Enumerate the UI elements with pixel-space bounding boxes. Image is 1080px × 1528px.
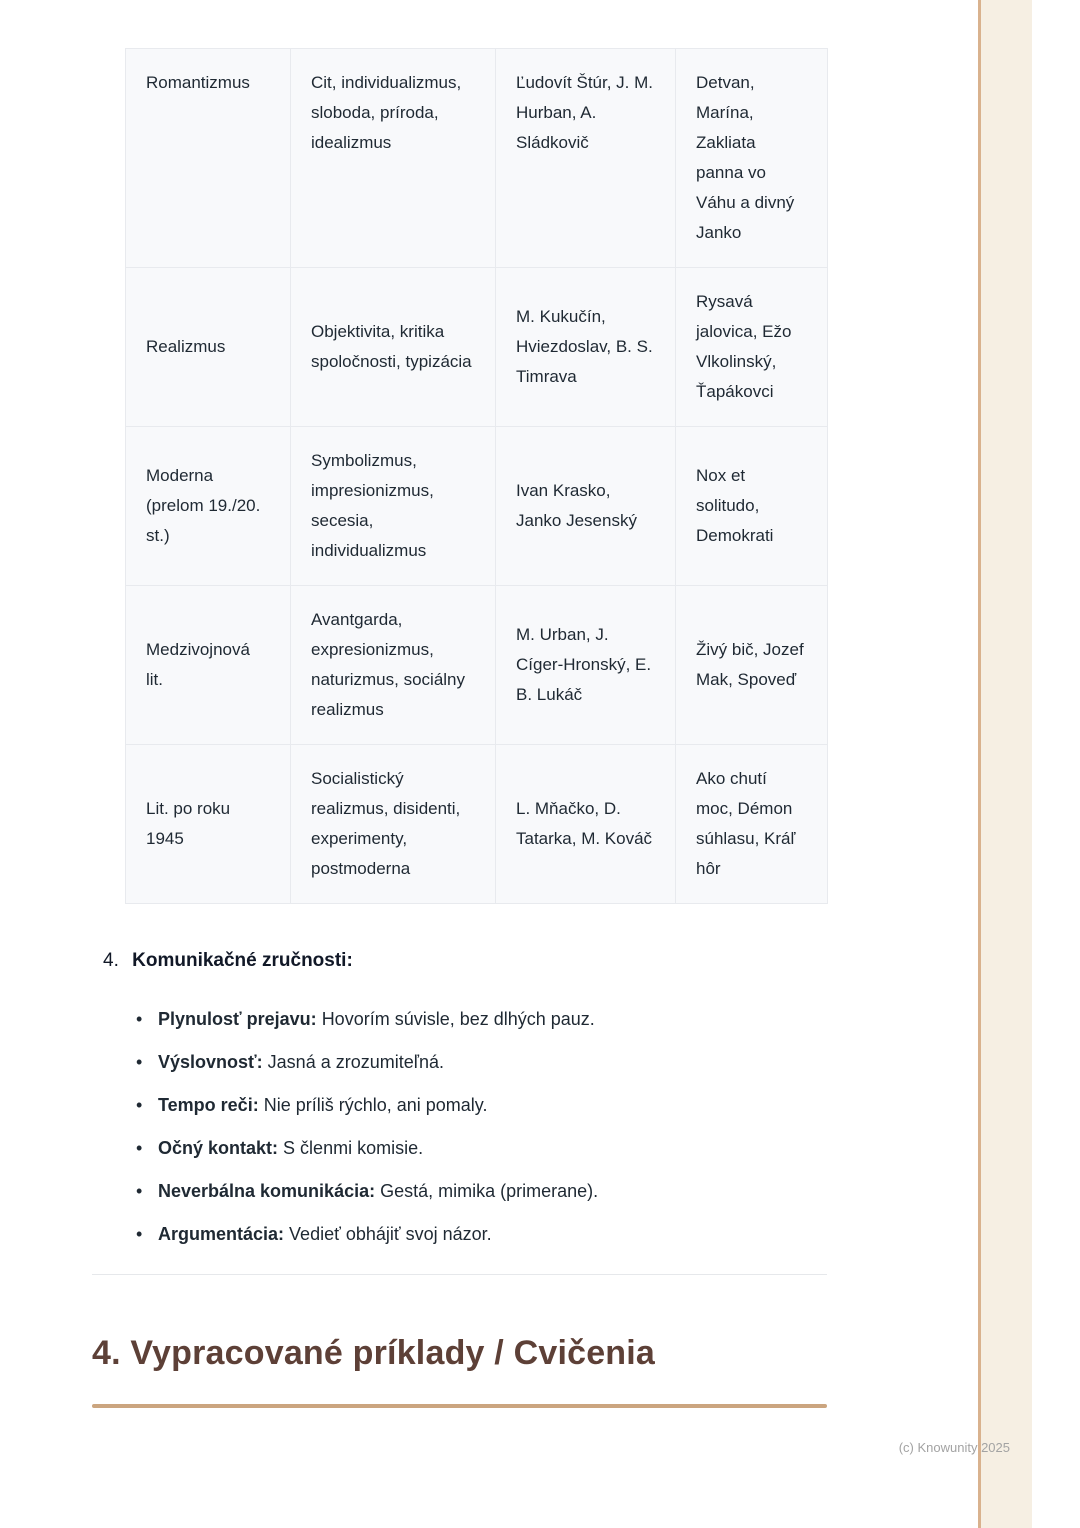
bullet-text: Gestá, mimika (primerane).	[380, 1181, 599, 1201]
cell-period: Lit. po roku 1945	[126, 745, 291, 904]
cell-period: Moderna (prelom 19./20. st.)	[126, 427, 291, 586]
cell-features: Cit, individualizmus, sloboda, príroda, idealizmus	[291, 49, 496, 268]
cell-works: Rysavá jalovica, Ežo Vlkolinský, Ťapákovci	[676, 268, 828, 427]
bullet-text: S členmi komisie.	[283, 1138, 424, 1158]
cell-works: Ako chutí moc, Démon súhlasu, Kráľ hôr	[676, 745, 828, 904]
cell-authors: M. Kukučín, Hviezdoslav, B. S. Timrava	[496, 268, 676, 427]
table-row-moderna	[126, 427, 828, 586]
cell-authors: M. Urban, J. Cíger-Hronský, E. B. Lukáč	[496, 586, 676, 745]
section-number: 4.	[103, 950, 119, 971]
heading-underline	[92, 1404, 827, 1408]
bullet-label: Očný kontakt:	[158, 1138, 279, 1158]
cell-features: Objektivita, kritika spoločnosti, typizácia	[291, 268, 496, 427]
cell-features: Avantgarda, expresionizmus, naturizmus, sociálny realizmus	[291, 586, 496, 745]
cell-authors: Ivan Krasko, Janko Jesenský	[496, 427, 676, 586]
list-item	[92, 1178, 827, 1205]
cell-authors: L. Mňačko, D. Tatarka, M. Kováč	[496, 745, 676, 904]
content-area	[92, 0, 827, 1408]
section-title: Komunikačné zručnosti:	[132, 950, 353, 971]
cell-period: Realizmus	[126, 268, 291, 427]
bullet-label: Neverbálna komunikácia:	[158, 1181, 376, 1201]
section-divider	[92, 1274, 827, 1275]
table-row-po-roku-1945	[126, 745, 828, 904]
cell-period: Romantizmus	[126, 49, 291, 268]
copyright-watermark: (c) Knowunity 2025	[898, 1440, 1010, 1455]
cell-authors: Ľudovít Štúr, J. M. Hurban, A. Sládkovič	[496, 49, 676, 268]
cell-works: Nox et solitudo, Demokrati	[676, 427, 828, 586]
table-row-medzivojnova	[126, 586, 828, 745]
page-heading: 4. Vypracované príklady / Cvičenia	[92, 1334, 656, 1372]
list-item	[92, 1049, 827, 1076]
cell-works: Detvan, Marína, Zakliata panna vo Váhu a divný Janko	[676, 49, 828, 268]
section-heading	[103, 948, 827, 974]
bullet-label: Výslovnosť:	[158, 1052, 263, 1072]
communication-skills-list	[92, 1006, 827, 1248]
list-item	[92, 1006, 827, 1033]
cell-features: Socialistický realizmus, disidenti, experimenty, postmoderna	[291, 745, 496, 904]
list-item	[92, 1092, 827, 1119]
bullet-label: Plynulosť prejavu:	[158, 1009, 317, 1029]
bullet-text: Jasná a zrozumiteľná.	[267, 1052, 445, 1072]
table-row-realizmus	[126, 268, 828, 427]
cell-period: Medzivojnová lit.	[126, 586, 291, 745]
list-item	[92, 1221, 827, 1248]
bullet-label: Argumentácia:	[158, 1224, 285, 1244]
bullet-label: Tempo reči:	[158, 1095, 259, 1115]
bullet-text: Nie príliš rýchlo, ani pomaly.	[263, 1095, 488, 1115]
literature-periods-table	[125, 48, 828, 904]
cell-features: Symbolizmus, impresionizmus, secesia, individualizmus	[291, 427, 496, 586]
list-item	[92, 1135, 827, 1162]
page-edge-band	[978, 0, 1032, 1528]
bullet-text: Hovorím súvisle, bez dlhých pauz.	[321, 1009, 595, 1029]
table-row-romantizmus	[126, 49, 828, 268]
bullet-text: Vedieť obhájiť svoj názor.	[289, 1224, 492, 1244]
cell-works: Živý bič, Jozef Mak, Spoveď	[676, 586, 828, 745]
